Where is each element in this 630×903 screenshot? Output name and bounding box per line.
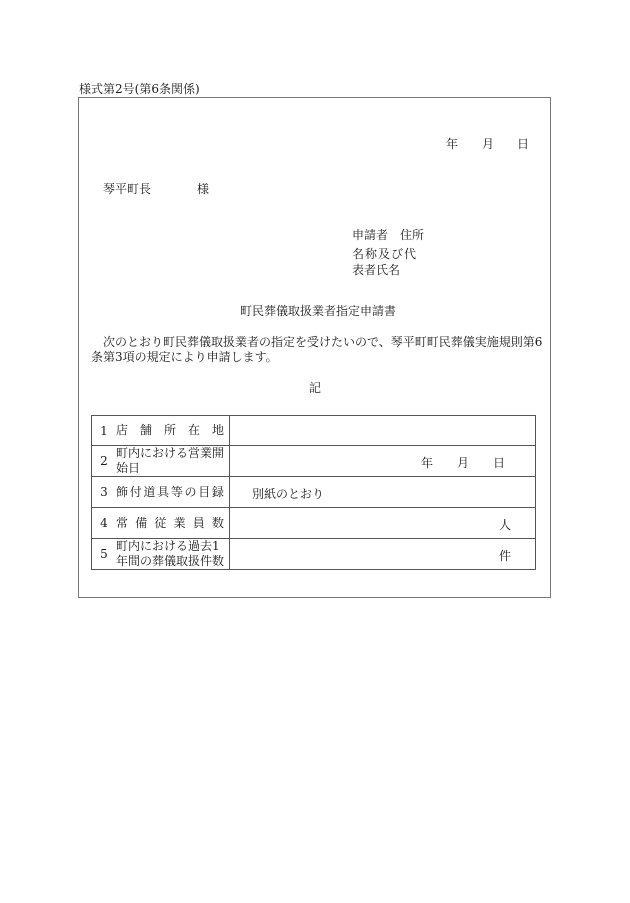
applicant-name-line1: 名称及び代 (352, 247, 418, 261)
addressee-honorific: 様 (197, 182, 210, 196)
row-number: 5 (100, 547, 108, 561)
row-label-store-location: 店 舗 所 在 地 (116, 423, 224, 437)
row-label-start-date: 町内における営業開始日 (116, 446, 225, 475)
table-row (92, 508, 536, 539)
applicant-address-label: 住所 (400, 228, 425, 242)
staff-count-unit: 人 (498, 518, 511, 532)
date-year: 年 (446, 137, 459, 151)
start-date-day: 日 (492, 456, 505, 470)
funeral-count-unit: 件 (498, 549, 511, 563)
document-title: 町民葬儀取扱業者指定申請書 (240, 304, 397, 318)
row-label-staff-count: 常 備 従 業 員 数 (116, 515, 224, 530)
applicant-label: 申請者 (352, 228, 389, 242)
equipment-list-text: 別紙のとおり (252, 487, 325, 501)
body-line-2: 条第3項の規定により申請します。 (91, 350, 278, 364)
row-number: 3 (100, 485, 108, 499)
row-number: 1 (100, 423, 108, 438)
row-label-equipment-list: 飾 付 道 具 等 の 目 録 (116, 484, 224, 499)
row-label-funeral-count: 町内における過去1年間の葬儀取扱件数 (116, 539, 225, 568)
ki-heading: 記 (309, 381, 322, 395)
table-row (92, 477, 536, 508)
start-date-month: 月 (456, 456, 469, 470)
start-date-value[interactable] (230, 446, 536, 477)
date-day: 日 (517, 137, 530, 151)
store-location-value[interactable] (230, 416, 536, 446)
staff-count-value[interactable] (230, 508, 536, 539)
table-row (92, 416, 536, 446)
equipment-list-value[interactable] (230, 477, 536, 508)
table-row (92, 446, 536, 477)
body-line-1: 次のとおり町民葬儀取扱業者の指定を受けたいので、琴平町町民葬儀実施規則第6 (103, 335, 543, 349)
table-row (92, 539, 536, 570)
start-date-year: 年 (421, 456, 434, 470)
application-table (91, 415, 536, 570)
form-number: 様式第2号(第6条関係) (79, 82, 200, 96)
date-month: 月 (482, 137, 495, 151)
addressee-name: 琴平町長 (103, 182, 152, 196)
funeral-count-value[interactable] (230, 539, 536, 570)
row-number: 2 (100, 454, 108, 468)
row-number: 4 (100, 516, 108, 530)
applicant-name-line2: 表者氏名 (352, 263, 401, 277)
